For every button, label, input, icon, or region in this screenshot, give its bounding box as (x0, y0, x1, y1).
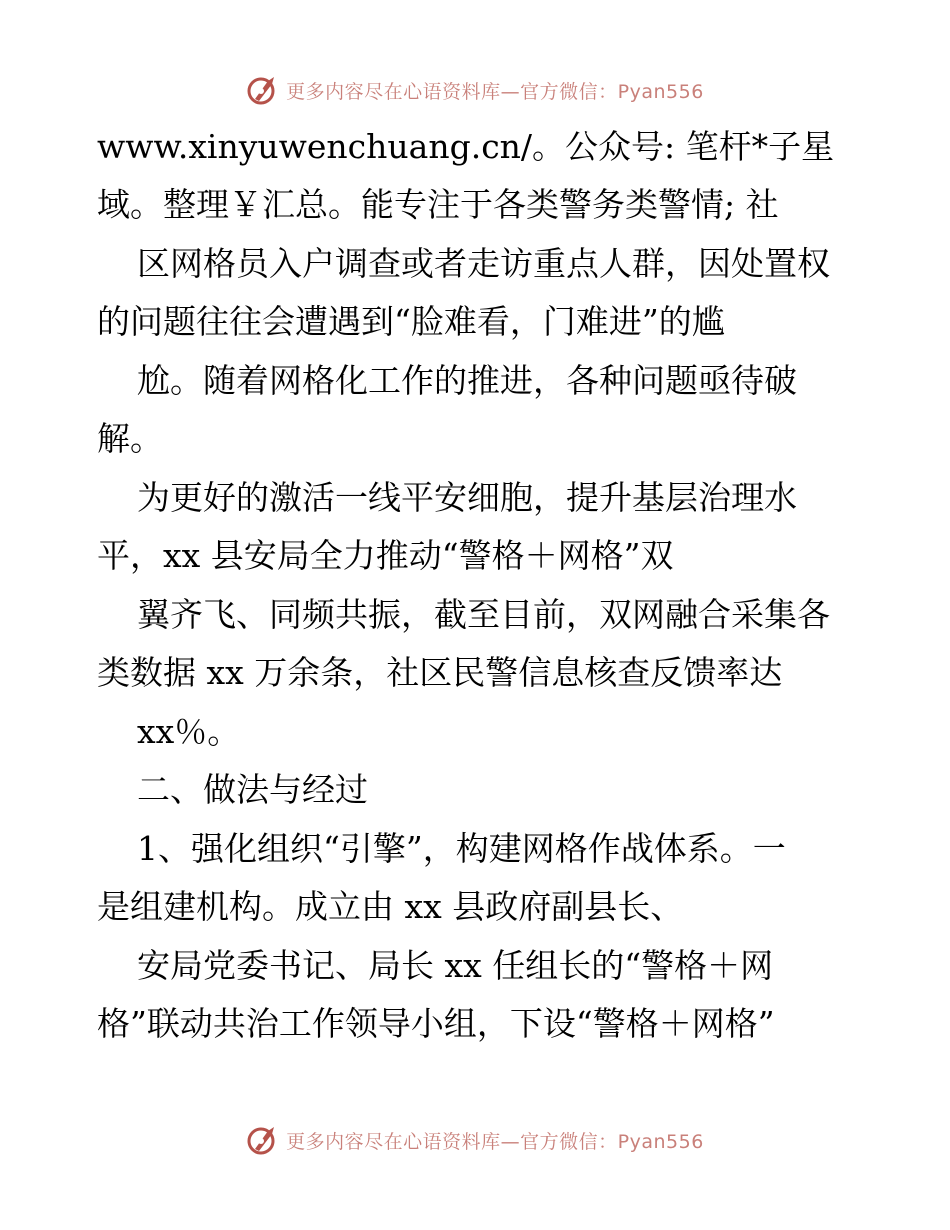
text-line: 域。整理￥汇总。能专注于各类警务类警情; 社 (97, 185, 779, 224)
text-line: 格”联动共治工作领导小组，下设“警格＋网格” (97, 1004, 775, 1043)
footer-banner (0, 1120, 950, 1160)
text-line: 类数据 xx 万余条，社区民警信息核查反馈率达 (97, 653, 783, 692)
text-line: 为更好的激活一线平安细胞，提升基层治理水 (137, 478, 797, 517)
text-line: 区网格员入户调查或者走访重点人群，因处置权 (137, 244, 830, 283)
header-banner-text: 更多内容尽在心语资料库—官方微信：Pyan556 (286, 80, 704, 103)
text-line: 平，xx 县安局全力推动“警格＋网格”双 (97, 536, 674, 575)
pen-circle-logo-icon (246, 73, 280, 107)
text-line: 安局党委书记、局长 xx 任组长的“警格＋网 (137, 946, 774, 985)
text-line: 翼齐飞、同频共振，截至目前，双网融合采集各 (137, 595, 830, 634)
text-line: 尬。随着网格化工作的推进，各种问题亟待破 (137, 361, 797, 400)
text-line: 解。 (97, 419, 163, 458)
text-line: 的问题往往会遭遇到“脸难看，门难进”的尴 (97, 302, 725, 341)
header-banner (0, 70, 950, 110)
footer-banner-text: 更多内容尽在心语资料库—官方微信：Pyan556 (286, 1130, 704, 1153)
text-line: 是组建机构。成立由 xx 县政府副县长、 (97, 887, 684, 926)
text-line: www.xinyuwenchuang.cn/。公众号: 笔杆*子星 (97, 127, 835, 166)
section-heading: 二、做法与经过 (137, 770, 368, 809)
text-line: 1、强化组织“引擎”，构建网格作战体系。一 (137, 829, 786, 868)
text-line: xx％。 (137, 712, 241, 751)
pen-circle-logo-icon (246, 1123, 280, 1157)
